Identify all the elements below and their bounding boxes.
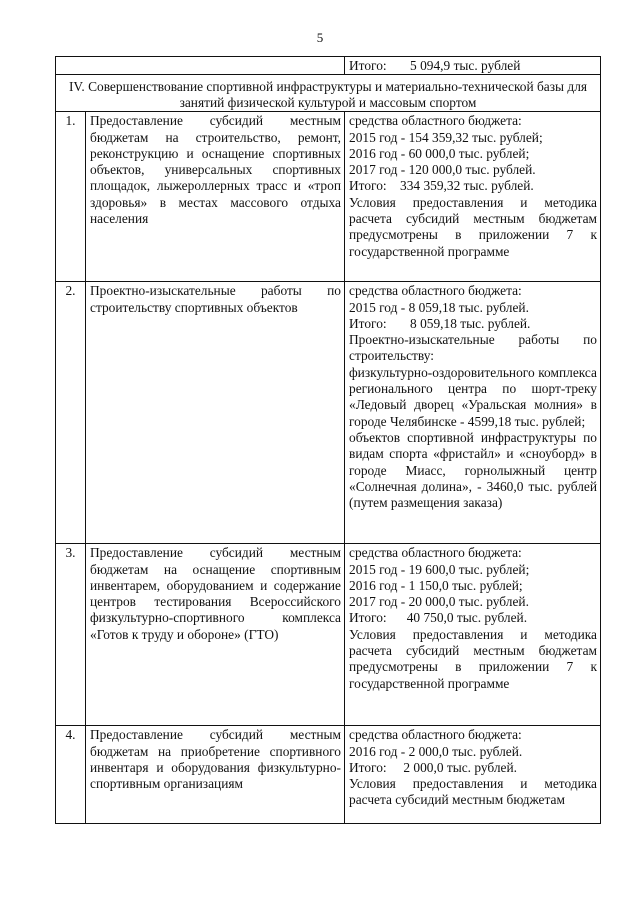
funding-line: 2015 год - 19 600,0 тыс. рублей; xyxy=(349,561,530,577)
funding-line: Условия предоставления и методика расчета субсидий местным бюджетам предусмотрены в приложении 7 к государственной программе xyxy=(349,194,597,259)
page-number: 5 xyxy=(316,30,324,45)
funding-line: Итого: 40 750,0 тыс. рублей. xyxy=(349,610,528,626)
funding-line: объектов спортивной инфраструктуры по видам спорта «фристайл» и «сноуборд» в городе Миасс, горнолыжный центр «Солнечная долина», - 3460,0 тыс. рублей (путем размещения заказа) xyxy=(349,429,597,511)
funding-line: 2017 год - 120 000,0 тыс. рублей. xyxy=(349,162,536,178)
row-description: Проектно-изыскательные работы по строительству спортивных объектов xyxy=(86,282,345,544)
funding-line: Проектно-изыскательные работы по строительству: xyxy=(349,332,597,364)
table-row xyxy=(56,112,601,282)
funding-line: средства областного бюджета: xyxy=(349,113,522,129)
funding-line: средства областного бюджета: xyxy=(349,545,522,561)
row-description: Предоставление субсидий местным бюджетам на оснащение спортивным инвентарем, оборудованием и содержание центров тестирования Всероссийского физкультурно-спортивного комплекса «Готов к труду и обороне» (ГТО) xyxy=(86,544,345,726)
funding-line: 2015 год - 154 359,32 тыс. рублей; xyxy=(349,129,543,145)
section-header-row xyxy=(56,75,601,112)
empty-cell xyxy=(56,57,345,75)
funding-line: 2017 год - 20 000,0 тыс. рублей. xyxy=(349,594,529,610)
funding-line: Итого: 8 059,18 тыс. рублей. xyxy=(349,315,531,331)
row-funding xyxy=(345,544,601,726)
funding-line: 2016 год - 60 000,0 тыс. рублей; xyxy=(349,145,530,161)
row-number: 4. xyxy=(56,726,86,824)
funding-line: средства областного бюджета: xyxy=(349,727,522,743)
top-total: Итого: 5 094,9 тыс. рублей xyxy=(345,57,601,75)
funding-line: Условия предоставления и методика расчета субсидий местным бюджетам предусмотрены в приложении 7 к государственной программе xyxy=(349,626,597,691)
row-funding xyxy=(345,726,601,824)
funding-line: 2015 год - 8 059,18 тыс. рублей. xyxy=(349,299,529,315)
measures-table xyxy=(55,56,601,824)
table-row xyxy=(56,726,601,824)
row-funding xyxy=(345,112,601,282)
table-row xyxy=(56,544,601,726)
row-number: 3. xyxy=(56,544,86,726)
funding-line: Условия предоставления и методика расчета субсидий местным бюджетам xyxy=(349,776,597,808)
table-row xyxy=(56,282,601,544)
row-description: Предоставление субсидий местным бюджетам на строительство, ремонт, реконструкцию и оснащение спортивных объектов, универсальных спортивных площадок, лыжероллерных трасс и «троп здоровья» в местах массового отдыха населения xyxy=(86,112,345,282)
funding-line: Итого: 334 359,32 тыс. рублей. xyxy=(349,178,534,194)
funding-line: 2016 год - 2 000,0 тыс. рублей. xyxy=(349,743,523,759)
funding-line: физкультурно-оздоровительного комплекса регионального центра по шорт-треку «Ледовый дворец «Уральская молния» в городе Челябинске - 4599,18 тыс. рублей; xyxy=(349,364,597,429)
funding-line: 2016 год - 1 150,0 тыс. рублей; xyxy=(349,577,523,593)
funding-line: Итого: 2 000,0 тыс. рублей. xyxy=(349,759,518,775)
row-description: Предоставление субсидий местным бюджетам на приобретение спортивного инвентаря и оборудования физкультурно-спортивным организациям xyxy=(86,726,345,824)
section-title: IV. Совершенствование спортивной инфраструктуры и материально-технической базы для занятий физической культурой и массовым спортом xyxy=(56,75,601,112)
top-total-row xyxy=(56,57,601,75)
row-number: 1. xyxy=(56,112,86,282)
row-funding xyxy=(345,282,601,544)
row-number: 2. xyxy=(56,282,86,544)
funding-line: средства областного бюджета: xyxy=(349,283,522,299)
